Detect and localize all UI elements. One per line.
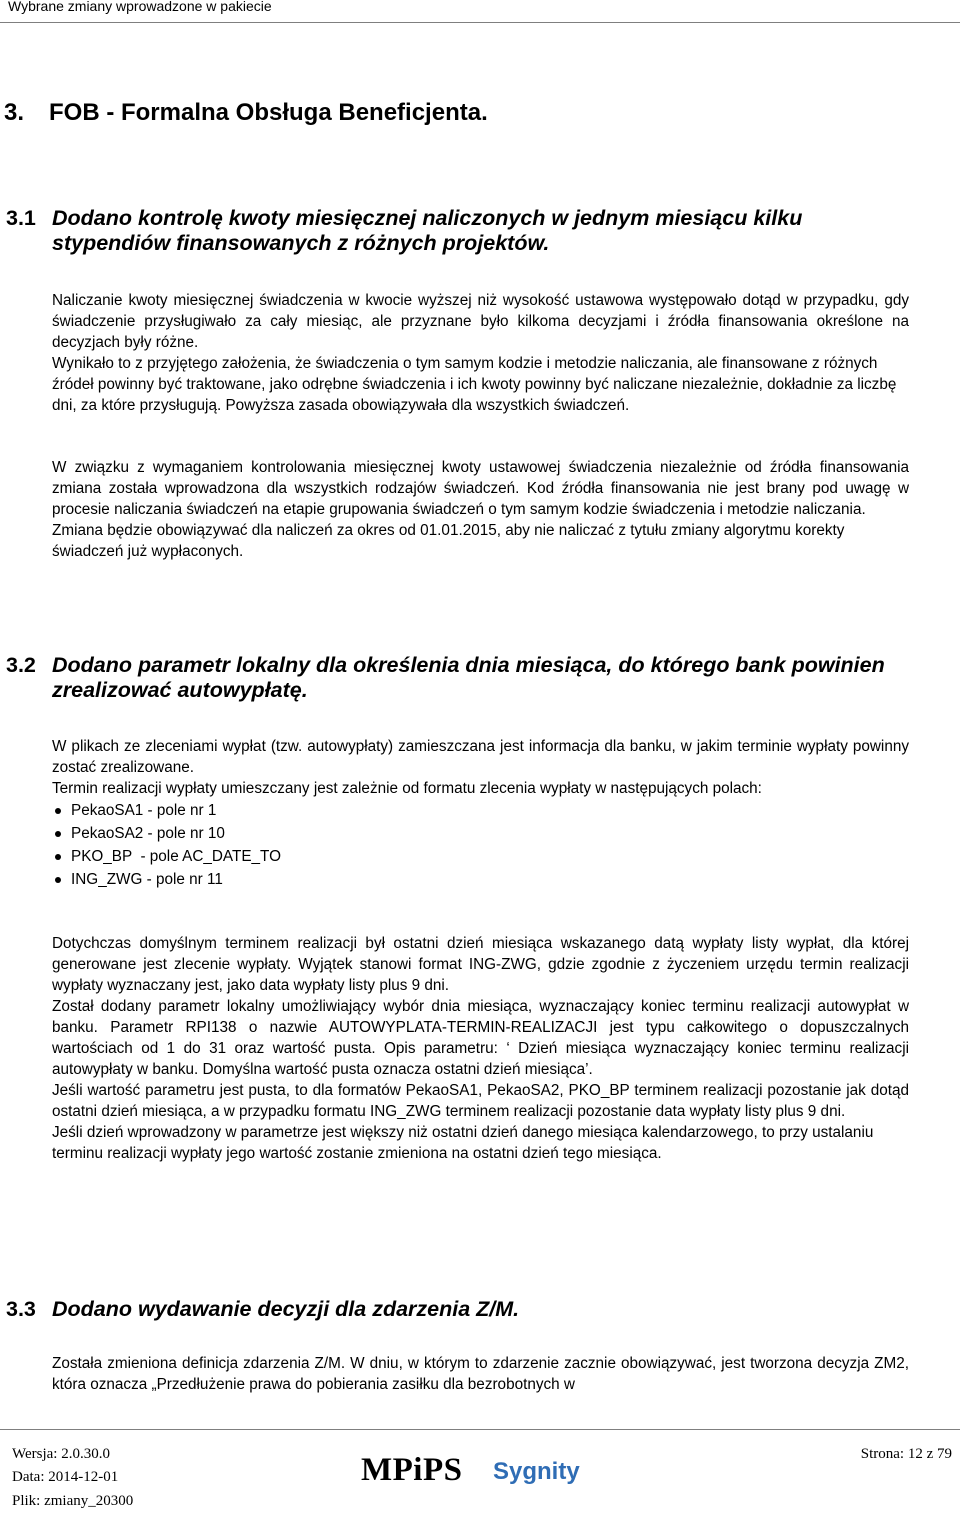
mpips-logo: MPiPS	[361, 1452, 463, 1488]
bullet-icon	[55, 854, 61, 860]
section-3-2-body	[52, 933, 909, 1164]
format-list	[52, 799, 909, 891]
paragraph: Naliczanie kwoty miesięcznej świadczenia w kwocie wyższej niż wysokość ustawowa występowało dotąd w przypadku, gdy świadczenie przysługiwało za cały miesiąc, ale przyznane było kilkoma decyzjami i źródła finansowania określone na decyzjach były różne.	[52, 292, 909, 351]
paragraph: Zmiana będzie obowiązywać dla naliczeń za okres od 01.01.2015, aby nie naliczać z tytułu zmiany algorytmu korekty świadczeń już wypłaconych.	[52, 522, 845, 560]
section-3-3-body	[52, 1353, 909, 1395]
section-3-title: FOB - Formalna Obsługa Beneficjenta.	[49, 99, 488, 126]
page-header	[0, 0, 960, 23]
section-3-1-body	[52, 290, 909, 416]
list-item	[52, 822, 909, 845]
section-3-2-number: 3.2	[6, 653, 36, 677]
paragraph: Została zmieniona definicja zdarzenia Z/M. W dniu, w którym to zdarzenie zacznie obowiązywać, jest tworzona decyzja ZM2, która oznacza „Przedłużenie prawa do pobierania zasiłku dla bezrobotnych w	[52, 1355, 909, 1393]
paragraph: Dotychczas domyślnym terminem realizacji był ostatni dzień miesiąca wskazanego datą wypłaty listy wypłat, dla której generowane jest zlecenie wypłaty. Wyjątek stanowi format ING-ZWG, gdzie zgodnie z życzeniem urzędu termin realizacji wypłaty wyznaczany jest, jako data wypłaty listy plus 9 dni.	[52, 935, 909, 994]
section-3-3-number: 3.3	[6, 1297, 36, 1321]
sygnity-logo: Sygnity	[493, 1458, 580, 1485]
bullet-icon	[55, 831, 61, 837]
list-item	[52, 868, 909, 891]
section-3-3-title: Dodano wydawanie decyzji dla zdarzenia Z/M.	[52, 1297, 520, 1321]
footer-file: Plik: zmiany_20300	[12, 1493, 134, 1509]
section-3-heading	[4, 99, 488, 127]
list-item-text: ING_ZWG - pole nr 11	[71, 871, 223, 888]
list-item-text: PekaoSA2 - pole nr 10	[71, 825, 225, 842]
list-item	[52, 799, 909, 822]
bullet-icon	[55, 877, 61, 883]
paragraph: Jeśli wartość parametru jest pusta, to dla formatów PekaoSA1, PekaoSA2, PKO_BP terminem realizacji pozostanie jak dotąd ostatni dzień miesiąca, a w przypadku formatu ING_ZWG terminem realizacji pozostanie data wypłaty listy plus 9 dni.	[52, 1082, 909, 1120]
page-footer	[0, 1429, 960, 1514]
section-3-3-heading	[6, 1297, 912, 1322]
list-item-text: PekaoSA1 - pole nr 1	[71, 802, 217, 819]
footer-date: Data: 2014-12-01	[12, 1469, 119, 1485]
section-3-2-title: Dodano parametr lokalny dla określenia dnia miesiąca, do którego bank powinien zrealizować autowypłatę.	[52, 653, 885, 702]
section-3-1-title: Dodano kontrolę kwoty miesięcznej naliczonych w jednym miesiącu kilku stypendiów finansowanych z różnych projektów.	[52, 206, 803, 255]
header-title: Wybrane zmiany wprowadzone w pakiecie	[8, 0, 272, 14]
paragraph: Został dodany parametr lokalny umożliwiający wybór dnia miesiąca, wyznaczający koniec terminu realizacji autowypłat w banku. Parametr RPI138 o nazwie AUTOWYPLATA-TERMIN-REALIZACJI jest typu całkowitego o dopuszczalnych wartościach od 1 do 31 oraz wartość pusta. Opis parametru: ‘ Dzień miesiąca wyznaczający koniec terminu realizacji autowypłaty w banku. Domyślna wartość pusta oznacza ostatni dzień miesiąca’.	[52, 998, 909, 1078]
paragraph: Termin realizacji wypłaty umieszczany jest zależnie od formatu zlecenia wypłaty w następujących polach:	[52, 780, 762, 797]
page-counter: Strona: 12 z 79	[860, 1446, 952, 1462]
footer-version: Wersja: 2.0.30.0	[12, 1446, 110, 1462]
section-3-number: 3.	[4, 99, 25, 126]
paragraph: W plikach ze zleceniami wypłat (tzw. autowypłaty) zamieszczana jest informacja dla banku, w jakim terminie wypłaty powinny zostać zrealizowane.	[52, 738, 909, 776]
paragraph: Jeśli dzień wprowadzony w parametrze jest większy niż ostatni dzień danego miesiąca kalendarzowego, to przy ustalaniu terminu realizacji wypłaty jego wartość zostanie zmieniona na ostatni dzień tego miesiąca.	[52, 1124, 874, 1162]
list-item-text: PKO_BP - pole AC_DATE_TO	[71, 848, 282, 865]
paragraph: W związku z wymaganiem kontrolowania miesięcznej kwoty ustawowej świadczenia niezależnie od źródła finansowania zmiana została wprowadzona dla wszystkich rodzajów świadczeń. Kod źródła finansowania nie jest brany pod uwagę w procesie naliczania świadczeń na etapie grupowania świadczeń o tym samym kodzie świadczenia i metodzie naliczania.	[52, 459, 909, 518]
list-item	[52, 845, 909, 868]
section-3-2-heading	[6, 653, 912, 703]
bullet-icon	[55, 808, 61, 814]
section-3-1-number: 3.1	[6, 206, 36, 230]
section-3-1-heading	[6, 206, 912, 256]
paragraph: Wynikało to z przyjętego założenia, że świadczenia o tym samym kodzie i metodzie naliczania, ale finansowane z różnych źródeł powinny być traktowane, jako odrębne świadczenia i ich kwoty powinny być naliczane niezależnie, dokładnie za liczbę dni, za które przysługują. Powyższa zasada obowiązywała dla wszystkich świadczeń.	[52, 355, 897, 414]
section-3-1-body-cont	[52, 457, 909, 562]
section-3-2-intro	[52, 736, 909, 891]
